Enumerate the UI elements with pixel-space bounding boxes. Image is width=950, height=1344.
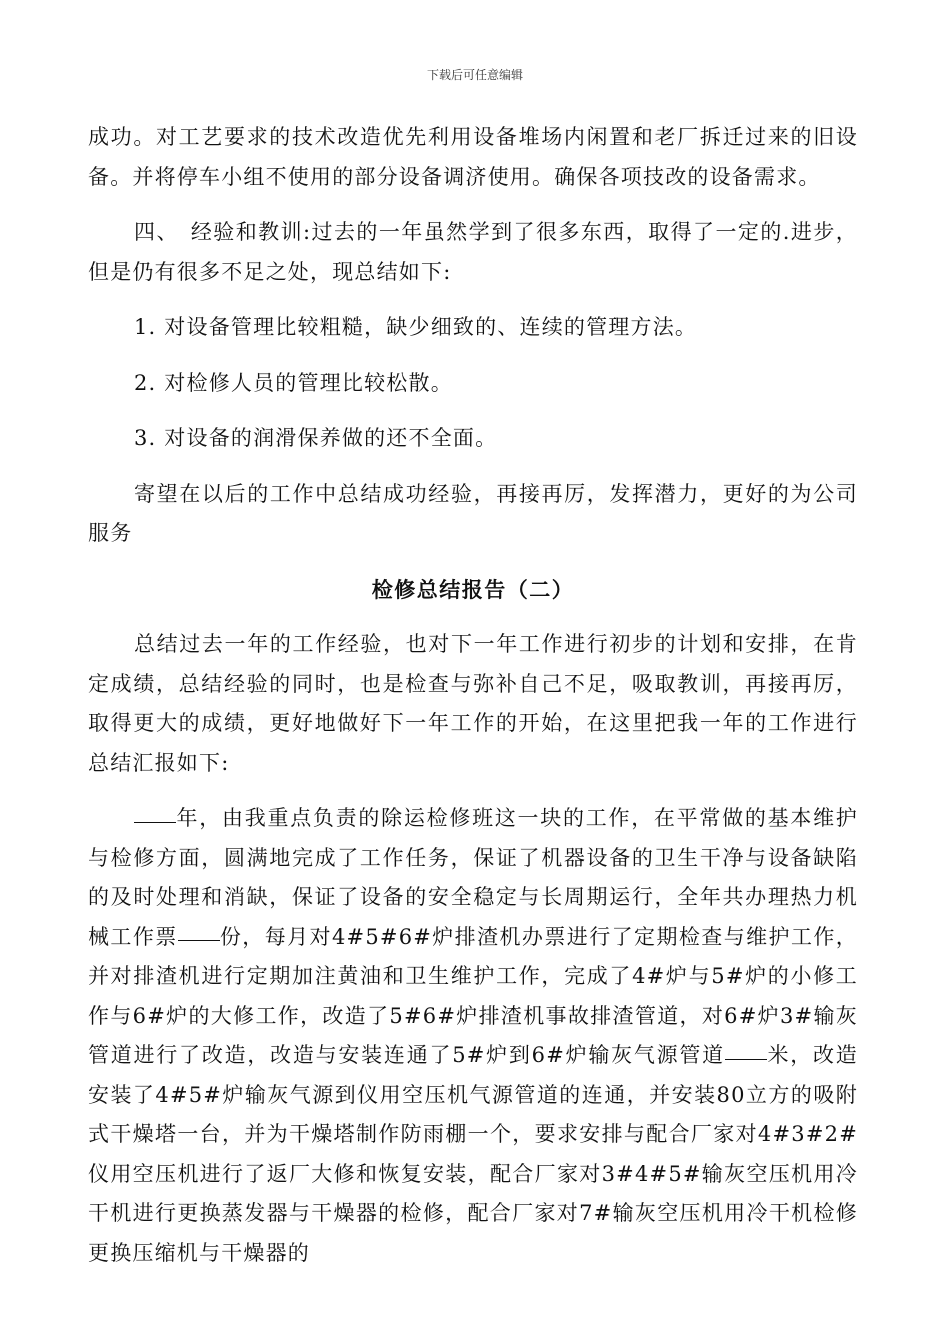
work-details-part-1: 年，由我重点负责的除运检修班这一块的工作，在平常做的基本维护与检修方面，圆满地完成了工作任务，保证了机器设备的卫生干净与设备缺陷的及时处理和消缺，保证了设备的安全稳定与长周期运行，全年共办理热力机械工作票 bbox=[88, 806, 858, 949]
document-body bbox=[88, 118, 858, 1289]
section-title: 检修总结报告（二） bbox=[371, 576, 575, 602]
paragraph-lessons: 四、 经验和教训:过去的一年虽然学到了很多东西，取得了一定的.进步，但是仍有很多不足之处，现总结如下: bbox=[88, 220, 858, 284]
paragraph-continuation: 成功。对工艺要求的技术改造优先利用设备堆场内闲置和老厂拆迁过来的旧设备。并将停车小组不使用的部分设备调济使用。确保各项技改的设备需求。 bbox=[88, 125, 858, 189]
page-header: 下载后可任意编辑 bbox=[426, 68, 523, 82]
list-item-3: 3. 对设备的润滑保养做的还不全面。 bbox=[134, 426, 498, 450]
list-item-1: 1. 对设备管理比较粗糙，缺少细致的、连续的管理方法。 bbox=[134, 315, 698, 339]
work-details-part-2: 份，每月对4#5#6#炉排渣机办票进行了定期检查与维护工作，并对排渣机进行定期加注黄油和卫生维护工作，完成了4#炉与5#炉的小修工作与6#炉的大修工作，改造了5#6#炉排渣机事故排渣管道，对6#炉3#输灰管道进行了改造，改造与安装连通了5#炉到6#炉输灰气源管道 bbox=[88, 924, 858, 1067]
list-item-2: 2. 对检修人员的管理比较松散。 bbox=[134, 370, 453, 395]
blank-length bbox=[725, 1058, 767, 1060]
blank-count bbox=[178, 939, 220, 941]
paragraph-work-details bbox=[88, 799, 858, 1273]
blank-year bbox=[134, 821, 176, 823]
paragraph-closing: 寄望在以后的工作中总结成功经验，再接再厉，发挥潜力，更好的为公司服务 bbox=[88, 481, 858, 545]
work-details-part-3: 米，改造安装了4#5#炉输灰气源到仪用空压机气源管道的连通，并安装80立方的吸附式干燥塔一台，并为干燥塔制作防雨棚一个，要求安排与配合厂家对4#3#2#仪用空压机进行了返厂大修和恢复安装，配合厂家对3#4#5#输灰空压机用冷干机进行更换蒸发器与干燥器的检修，配合厂家对7#输灰空压机用冷干机检修更换压缩机与干燥器的 bbox=[88, 1043, 858, 1265]
paragraph-intro: 总结过去一年的工作经验，也对下一年工作进行初步的计划和安排，在肯定成绩，总结经验的同时，也是检查与弥补自己不足，吸取教训，再接再厉，取得更大的成绩，更好地做好下一年工作的开始，在这里把我一年的工作进行总结汇报如下: bbox=[88, 632, 858, 775]
